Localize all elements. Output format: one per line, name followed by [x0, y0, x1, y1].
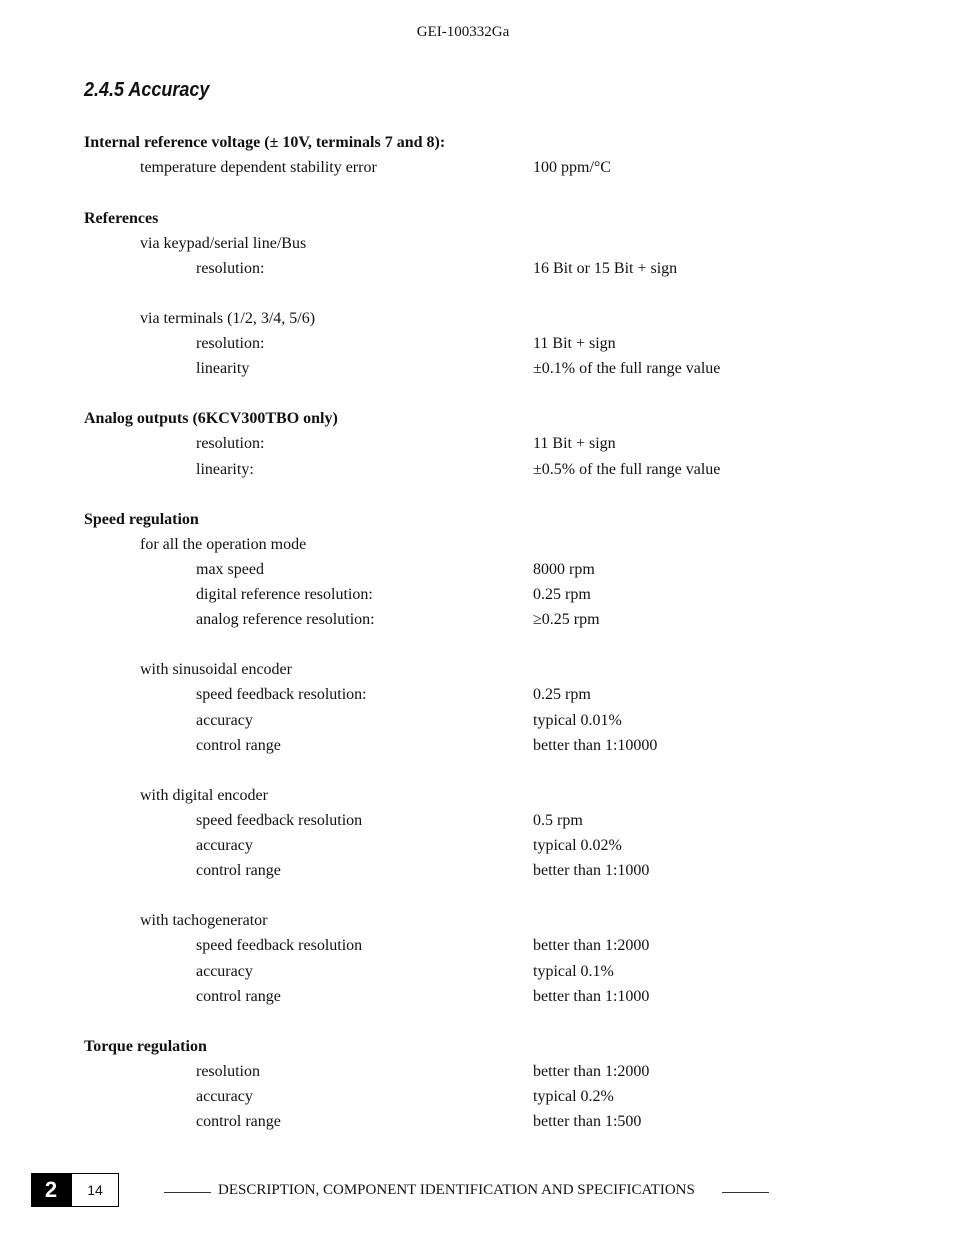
spec-label: max speed — [196, 561, 264, 578]
spec-label: with sinusoidal encoder — [140, 661, 292, 678]
spec-label: accuracy — [196, 712, 253, 729]
document-id: GEI-100332Ga — [416, 24, 510, 40]
spec-value: 0.25 rpm — [533, 686, 591, 703]
spec-value: 100 ppm/°C — [533, 159, 611, 176]
spec-value: better than 1:1000 — [533, 988, 650, 1005]
spec-label: control range — [196, 862, 281, 879]
spec-label: speed feedback resolution — [196, 937, 363, 954]
spec-label: Speed regulation — [84, 511, 199, 528]
footer-rule-left — [164, 1192, 211, 1193]
spec-value: 11 Bit + sign — [533, 435, 616, 452]
spec-value: 8000 rpm — [533, 561, 595, 578]
footer-rule-right — [722, 1192, 769, 1193]
spec-label: for all the operation mode — [140, 536, 307, 553]
spec-label: resolution: — [196, 260, 265, 277]
spec-value: typical 0.1% — [533, 963, 614, 980]
spec-value: better than 1:2000 — [533, 1063, 650, 1080]
spec-value: better than 1:10000 — [533, 737, 658, 754]
spec-label: analog reference resolution: — [196, 611, 375, 628]
spec-value: better than 1:500 — [533, 1113, 642, 1130]
spec-label: linearity — [196, 360, 250, 377]
spec-value: ±0.1% of the full range value — [533, 360, 721, 377]
spec-value: 16 Bit or 15 Bit + sign — [533, 260, 678, 277]
spec-value: better than 1:2000 — [533, 937, 650, 954]
spec-label: resolution — [196, 1063, 260, 1080]
spec-label: temperature dependent stability error — [140, 159, 377, 176]
spec-value: typical 0.01% — [533, 712, 622, 729]
spec-label: Internal reference voltage (± 10V, terminals 7 and 8): — [84, 134, 446, 151]
spec-label: Torque regulation — [84, 1038, 207, 1055]
spec-value: ±0.5% of the full range value — [533, 461, 721, 478]
spec-label: via keypad/serial line/Bus — [140, 235, 307, 252]
spec-label: resolution: — [196, 335, 265, 352]
spec-label: accuracy — [196, 837, 253, 854]
chapter-number-badge: 2 — [31, 1173, 71, 1207]
page-number: 14 — [71, 1173, 119, 1207]
spec-label: digital reference resolution: — [196, 586, 373, 603]
spec-label: linearity: — [196, 461, 254, 478]
spec-label: accuracy — [196, 963, 253, 980]
spec-value: ≥0.25 rpm — [533, 611, 600, 628]
footer-title: DESCRIPTION, COMPONENT IDENTIFICATION AND SPECIFICATIONS — [218, 1182, 695, 1198]
spec-value: better than 1:1000 — [533, 862, 650, 879]
spec-label: References — [84, 210, 159, 227]
spec-label: with digital encoder — [140, 787, 268, 804]
spec-label: with tachogenerator — [140, 912, 268, 929]
spec-label: via terminals (1/2, 3/4, 5/6) — [140, 310, 316, 327]
spec-label: control range — [196, 1113, 281, 1130]
spec-label: Analog outputs (6KCV300TBO only) — [84, 410, 338, 427]
spec-label: speed feedback resolution — [196, 812, 363, 829]
spec-label: accuracy — [196, 1088, 253, 1105]
spec-label: control range — [196, 988, 281, 1005]
spec-value: 0.25 rpm — [533, 586, 591, 603]
spec-value: 0.5 rpm — [533, 812, 583, 829]
spec-label: control range — [196, 737, 281, 754]
spec-value: typical 0.2% — [533, 1088, 614, 1105]
spec-value: 11 Bit + sign — [533, 335, 616, 352]
spec-label: speed feedback resolution: — [196, 686, 367, 703]
spec-label: resolution: — [196, 435, 265, 452]
spec-value: typical 0.02% — [533, 837, 622, 854]
section-title: 2.4.5 Accuracy — [84, 79, 210, 101]
